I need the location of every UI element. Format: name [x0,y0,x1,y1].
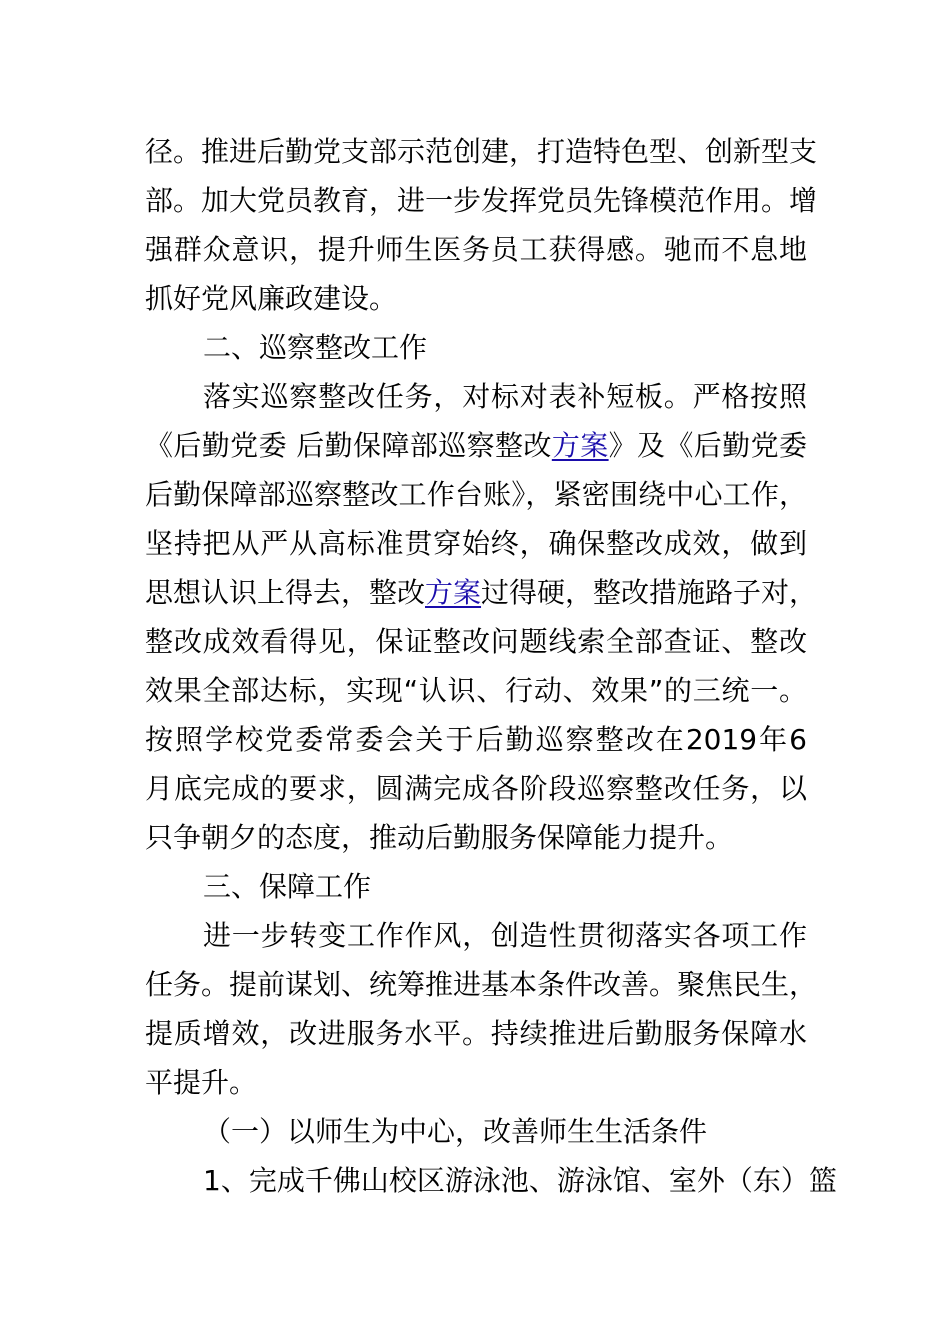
text-line: 整改成效看得见，保证整改问题线索全部查证、整改 [145,625,807,658]
text-line: 进一步转变工作作风，创造性贯彻落实各项工作 [203,919,807,952]
plan-link[interactable]: 方案 [425,576,482,609]
section-heading: 三、保障工作 [203,870,372,903]
text-line [145,568,818,617]
text-line: 部。加大党员教育，进一步发挥党员先锋模范作用。增 [145,184,818,217]
text-line: 1、完成千佛山校区游泳池、游泳馆、室外（东）篮 [203,1164,837,1197]
text-line: 强群众意识，提升师生医务员工获得感。驰而不息地 [145,233,807,266]
text-line: 月底完成的要求，圆满完成各阶段巡察整改任务，以 [145,772,807,805]
plan-link[interactable]: 方案 [551,429,609,462]
section-heading: 二、巡察整改工作 [203,331,428,364]
text-fragment: 思想认识上得去，整改 [145,576,426,609]
text-line: 提质增效，改进服务水平。持续推进后勤服务保障水 [145,1017,807,1050]
text-line: 坚持把从严从高标准贯穿始终，确保整改成效，做到 [145,527,807,560]
text-line: 任务。提前谋划、统筹推进基本条件改善。聚焦民生， [145,968,818,1001]
subsection-heading: （一）以师生为中心，改善师生生活条件 [203,1115,708,1148]
text-fragment: 过得硬，整改措施路子对， [481,576,818,609]
text-line: 落实巡察整改任务，对标对表补短板。严格按照 [203,380,807,413]
text-line: 平提升。 [145,1066,258,1099]
text-line: 径。推进后勤党支部示范创建，打造特色型、创新型支 [145,135,818,168]
text-line: 只争朝夕的态度，推动后勤服务保障能力提升。 [145,821,734,854]
text-line [145,421,807,470]
text-fragment: 《后勤党委 后勤保障部巡察整改 [145,429,552,462]
text-line: 按照学校党委常委会关于后勤巡察整改在2019年6 [145,723,807,756]
text-fragment: 》及《后勤党委 [608,429,807,462]
text-line: 后勤保障部巡察整改工作台账》，紧密围绕中心工作， [145,478,807,511]
text-line: 抓好党风廉政建设。 [145,282,398,315]
document-body [145,127,837,1205]
text-line: 效果全部达标，实现“认识、行动、效果”的三统一。 [145,674,807,707]
